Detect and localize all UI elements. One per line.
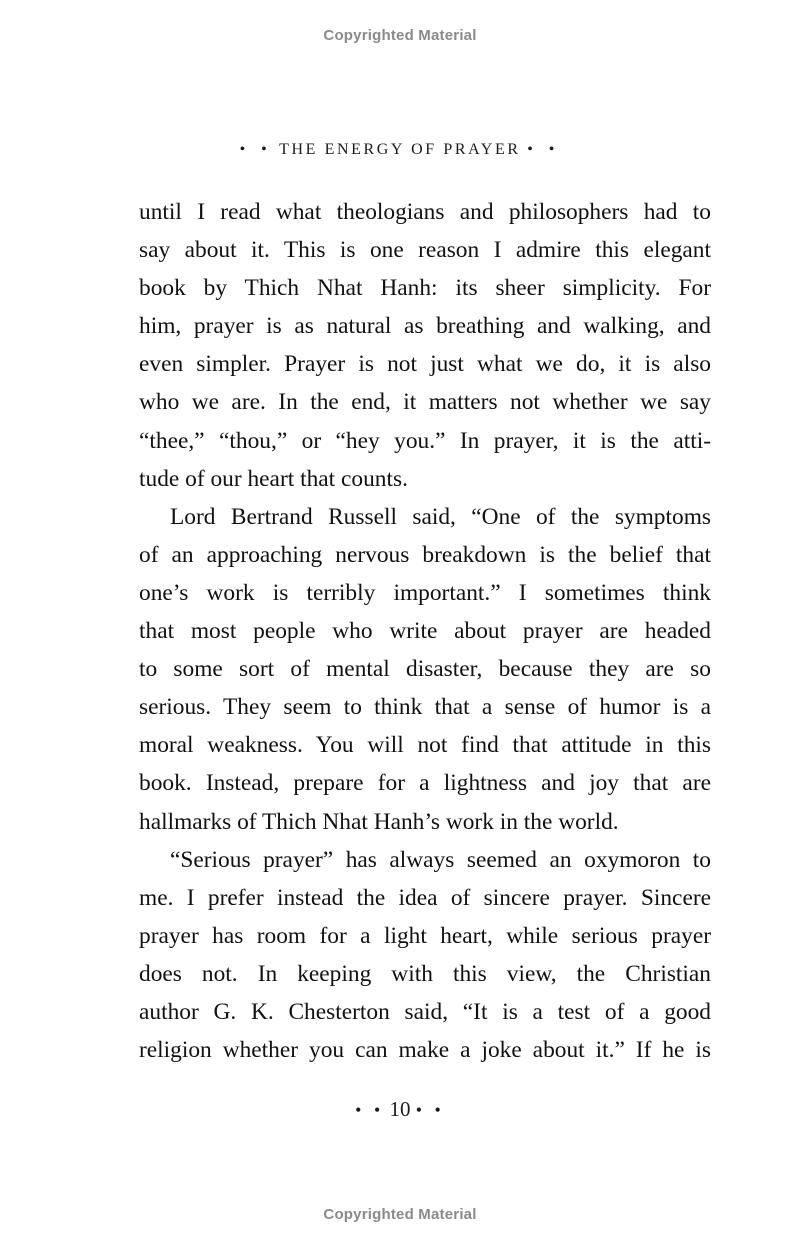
text-line: does not. In keeping with this view, the Christian [139,960,711,987]
text-line: of an approaching nervous breakdown is the belief that [139,541,711,568]
text-line: “Serious prayer” has always seemed an oxymoron to [170,846,711,873]
text-line: one’s work is terribly important.” I sometimes think [139,579,711,606]
text-line: until I read what theologians and philosophers had to [139,199,711,225]
paragraph-2 [139,498,711,841]
copyright-watermark-bottom: Copyrighted Material [323,1206,477,1223]
text-line: who we are. In the end, it matters not whether we say [139,389,711,416]
text-line: Lord Bertrand Russell said, “One of the symptoms [170,503,711,530]
text-line: that most people who write about prayer are headed [139,618,711,645]
text-line: book. Instead, prepare for a lightness and joy that are [139,770,711,797]
text-line: even simpler. Prayer is not just what we do, it is also [139,351,711,378]
running-head-left-ornament: • • [239,141,273,158]
text-line: author G. K. Chesterton said, “It is a test of a good [139,998,711,1025]
text-line: me. I prefer instead the idea of sincere prayer. Sincere [139,884,711,911]
paragraph-3 [139,841,711,1070]
paragraph-1 [139,193,711,498]
text-line: book by Thich Nhat Hanh: its sheer simplicity. For [139,275,711,302]
text-line: religion whether you can make a joke about it.” If he is [139,1037,711,1064]
text-line: him, prayer is as natural as breathing and walking, and [139,313,711,340]
text-line: “thee,” “thou,” or “hey you.” In prayer, it is the atti- [139,427,711,454]
text-line: to some sort of mental disaster, because they are so [139,656,711,683]
text-line: tude of our heart that counts. [139,465,408,492]
folio-left-ornament: • • [355,1100,385,1120]
page-number [0,1097,800,1122]
text-line: prayer has room for a light heart, while serious prayer [139,922,711,949]
text-line: serious. They seem to think that a sense of humor is a [139,694,711,721]
text-line: moral weakness. You will not find that attitude in this [139,732,711,759]
text-line: say about it. This is one reason I admire this elegant [139,237,711,264]
running-head-right-ornament: • • [527,141,561,158]
running-head [0,141,800,159]
running-head-title: THE ENERGY OF PRAYER [279,141,521,158]
folio-right-ornament: • • [415,1100,445,1120]
page-body-text [139,193,711,1069]
copyright-watermark-top: Copyrighted Material [323,27,477,44]
text-line: hallmarks of Thich Nhat Hanh’s work in the world. [139,808,619,835]
page-number-value: 10 [389,1097,411,1121]
